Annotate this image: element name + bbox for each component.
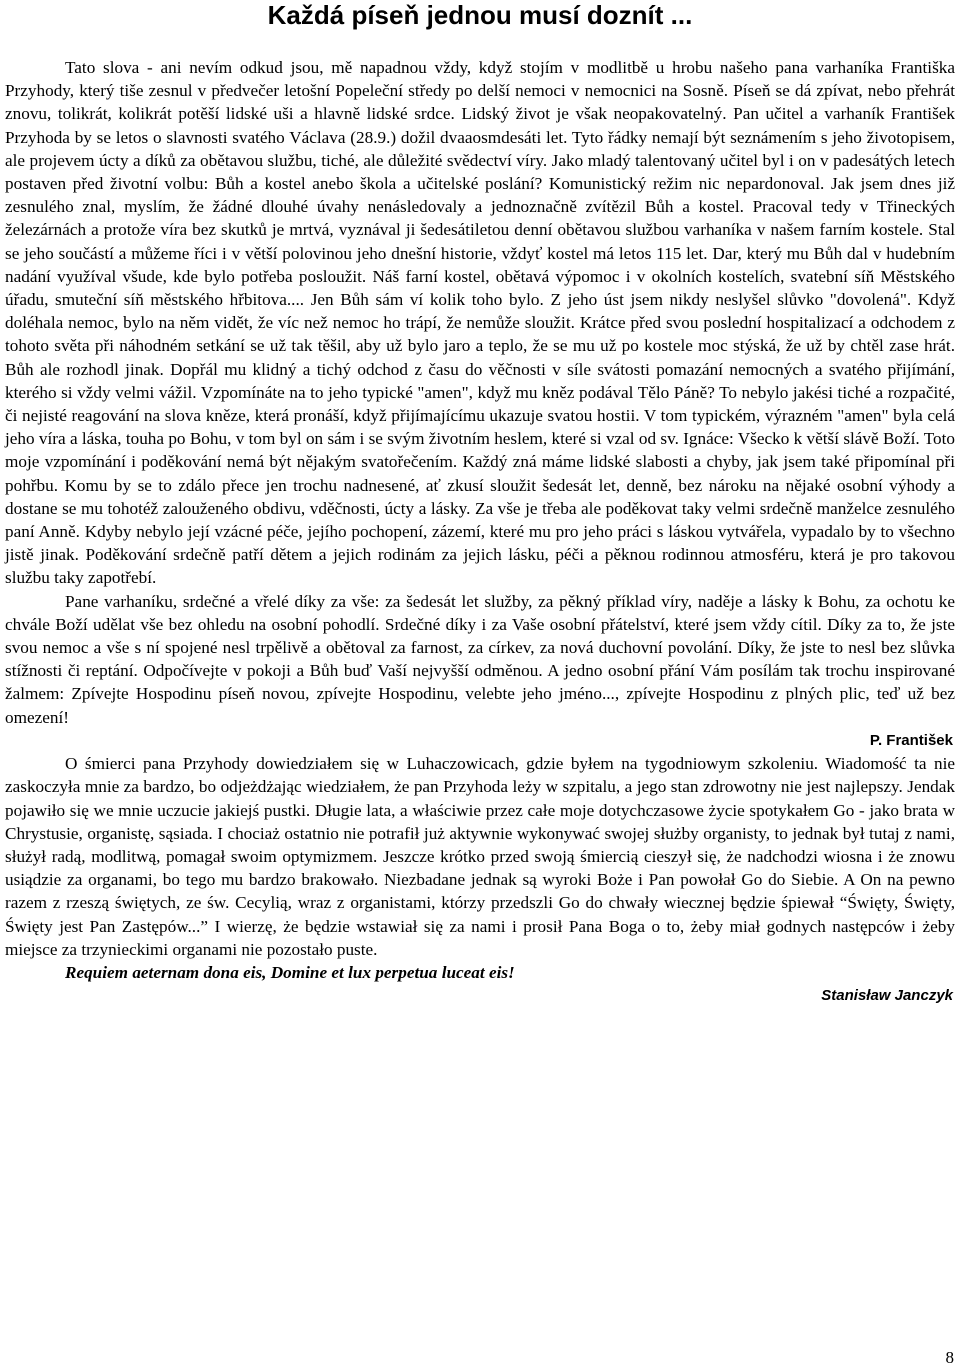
article-body (5, 56, 955, 1007)
polish-signature: Stanisław Janczyk (821, 987, 953, 1005)
polish-paragraph-1: O śmierci pana Przyhody dowiedziałem się w Luhaczowicach, gdzie byłem na tygodniowym szkoleniu. Wiadomość ta nie zaskoczyła mnie za bardzo, bo odjeżdżając wiedziałem, że pan Przyhoda leży w szpitalu, a jego stan zdrowotny nie jest najlepszy. Jendak pojawiło się we mnie uczucie jakiejś pustki. Długie lata, a właściwie przez całe moje dotychczasowe życie spotykałem Go - jako brata w Chrystusie, organistę, sąsiada. I chociaż ostatnio nie potrafił już aktywnie wykonywać swojej służby organisty, to jednak był tutaj z nami, służył radą, modlitwą, pomagał swoim optymizmem. Jeszcze krótko przed swoją śmiercią cieszył się, że nadchodzi wiosna i że znowu usiądzie za organami, bo tego mu bardzo brakowało. Niezbadane jednak są wyroki Boże i Pan powołał Go do Siebie. A On na pewno razem z rzeszą świętych, ze św. Cecylią, wraz z organistami, którzy przedszli Go do chwały wiecznej będzie śpiewał “Święty, Święty, Święty jest Pan Zastępów...” I wierzę, że będzie wstawiał się za nami i prosił Pana Boga o to, żeby miał godnych następców i żeby miejsce za trzynieckimi organami nie pozostało puste. (5, 754, 955, 959)
czech-signature: P. František (869, 731, 953, 749)
page-number: 8 (945, 1348, 954, 1367)
czech-paragraph-1: Tato slova - ani nevím odkud jsou, mě napadnou vždy, když stojím v modlitbě u hrobu našeho pana varhaníka Františka Przyhody, který tiše zesnul v předvečer letošní Popeleční středy po delší nemoci v nemocnici na Sosně. Píseň se dá zpívat, nebo přehrát znovu, tolikrát, kolikrát potěší lidské uši a hlavně lidské srdce. Lidský život je však neopakovatelný. Pan učitel a varhaník František Przyhoda by se letos o slavnosti svatého Václava (28.9.) dožil dvaaosmdesáti let. Tyto řádky nemají být seznámením s jeho životopisem, ale projevem úcty a díků za obětavou službu, tiché, ale důležité svědectví víry. Jako mladý talentovaný učitel byl i on v padesátých letech postaven před životní volbu: Bůh a kostel anebo škola a učitelské poslání? Komunistický režim nic nepardonoval. Jak jsem dnes již zesnulého znal, myslím, že žádné dlouhé úvahy nenásledovaly a jednoznačně zvítězil Bůh a kostel. Pracoval tedy v Třineckých železárnách a protože víra bez skutků je mrtvá, vyznával ji šedesátiletou denní obětavou službou varhaníka v našem farním kostele. Stal se jeho součástí a můžeme říci i v větší polovinou jeho dnešní historie, vždyť kostel má letos 115 let. Dar, který mu Bůh dal v hudebním nadání využíval všude, kde bylo potřeba posloužit. Náš farní kostel, obětavá výpomoc i v okolních kostelích, svatební síň Městského úřadu, smuteční síň městského hřbitova.... Jen Bůh sám ví kolik toho bylo. Z jeho úst jsem nikdy neslyšel slůvko "dovolená". Když doléhala nemoc, bylo na něm vidět, že víc než nemoc ho trápí, že nemůže sloužit. Krátce před svou poslední hospitalizací a odchodem z tohoto světa při náhodném setkání se už tak těšil, aby už bylo jaro a teplo, že se mu už po kostele moc stýská, že už by chtěl zase hrát. Bůh ale rozhodl jinak. Dopřál mu klidný a tichý odchod z času do věčnosti v síle svátosti pomazání nemocných a svatého přijímání, kterého si vždy velmi vážil. Vzpomínáte na to jeho typické "amen", když mu kněz podával Tělo Páně? To nebylo jakési tiché a rozpačité, či nejisté reagování na slova kněze, která pronáší, když přijímajícímu ukazuje svatou hostii. V tom typickém, výrazném "amen" byla celá jeho víra a láska, touha po Bohu, v tom byl on sám i se svým životním heslem, které si vzal od sv. Ignáce: Všecko k větší slávě Boží. Toto moje vzpomínání i poděkování nemá být nějakým svatořečením. Každý zná máme lidské slabosti a chyby, jak jsem také připomínal při pohřbu. Komu by se to zdálo přece jen trochu nadnesené, ať zkusí sloužit šedesát let, denně, bez nároku na nějaké osobní výhody a dostane se mu tohotéž zalouženého obdivu, vděčnosti, úcty a lásky. Za vše je třeba ale poděkovat taky velmi srdečně manželce zesnulého paní Anně. Kdyby nebylo její vzácné péče, jejího pochopení, zázemí, které mu pro jeho práci s láskou vytvářela, vypadalo by to všechno jistě jinak. Poděkování srdečně patří dětem a jejich rodinám za jejich lásku, péči a pěknou rodinnou atmosféru, která je pro takovou službu taky zapotřebí. (5, 58, 955, 588)
latin-prayer: Requiem aeternam dona eis, Domine et lux perpetua luceat eis! (65, 962, 515, 982)
page-title: Každá píseň jednou musí doznít ... (267, 0, 693, 30)
czech-paragraph-2: Pane varhaníku, srdečné a vřelé díky za vše: za šedesát let služby, za pěkný příklad víry, naděje a lásky k Bohu, za ochotu ke chvále Boží udělat vše bez ohledu na osobní pohodlí. Srdečné díky i za Vaše osobní přátelství, které jsem vždy cítil. Díky za to, že jste svou nemoc a vše s ní spojené nesl trpělivě a obětoval za farnost, za církev, za nová duchovní povolání. Díky, že jste to nesl bez slůvka stížnosti či reptání. Odpočívejte v pokoji a Bůh buď Vaší nejvyšší odměnou. A jedno osobní přání Vám posílám tak trochu inspirované žalmem: Zpívejte Hospodinu píseň novou, zpívejte Hospodinu, velebte jeho jméno..., zpívejte Hospodinu z plných plic, teď už bez omezení! (5, 591, 955, 727)
